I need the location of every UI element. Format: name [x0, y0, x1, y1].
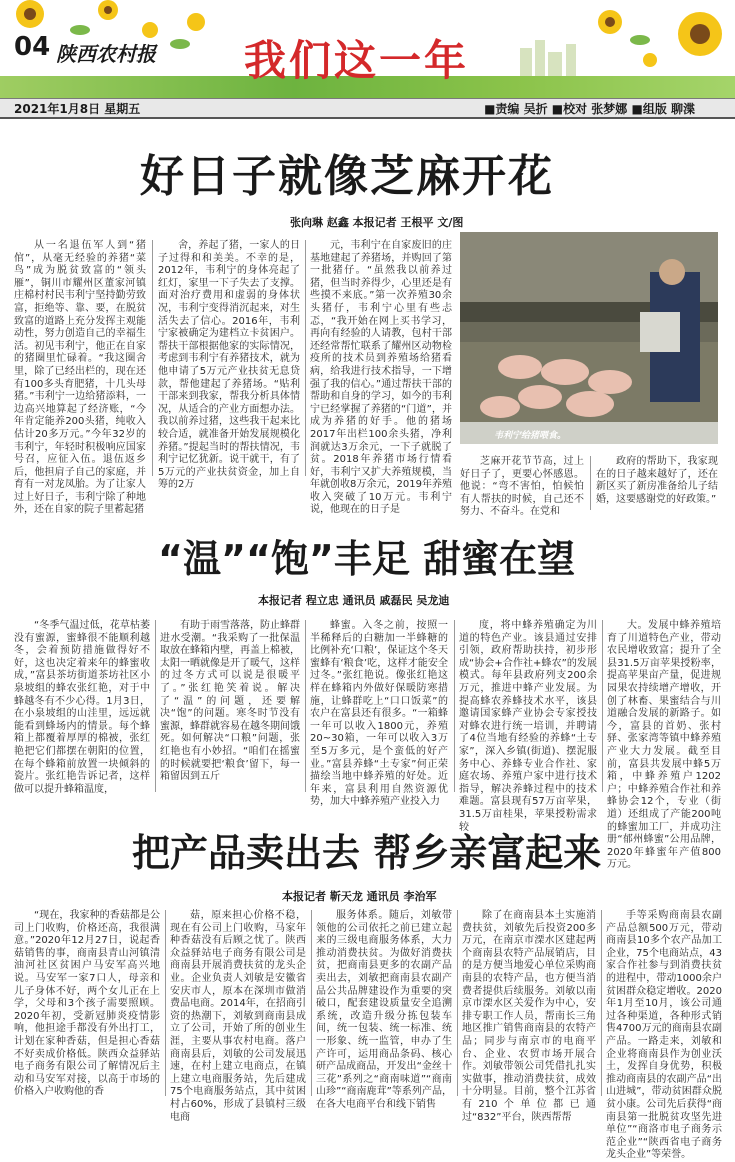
- article1-column-1: [14, 240, 146, 516]
- article1-column-3: [310, 240, 452, 516]
- column-divider: [155, 620, 156, 792]
- masthead-banner: [0, 0, 735, 118]
- newspaper-name: 陕西农村报: [56, 42, 156, 66]
- column-divider: [454, 620, 455, 792]
- paragraph: 除了在商南县本土实施消费扶贫，刘敏先后投资200多万元，在南京市溧水区建起两个商南县农特产品展销店，目的是方便当地爱心单位采购商南县的农特产品，也方便当消费者提供后续服务。刘敏以南京市溧水区关爱作为中心，安排专职工作人员，帮南长三角地区推广销售商南县的农特产品；同步与南京市的电商平台、企业、农贸市场开展合作。刘敏带领公司凭借扎扎实实做事，推动消费扶贫，成效十分明显。目前，整个江苏省有210个单位都已通过“832”平台，陕西帮帮: [462, 910, 596, 1123]
- article1-column-5: [596, 456, 718, 510]
- farmer-feeding-pigs-image: [460, 232, 718, 444]
- article3-column-2: [170, 910, 306, 1123]
- article2-column-2: [160, 620, 300, 792]
- issue-date: 2021年1月8日 星期五: [14, 102, 141, 116]
- article1-column-2: [158, 240, 300, 491]
- column-divider: [601, 910, 602, 1096]
- paragraph: 有助于雨雪落落，防止蜂群进水受潮。“我采购了一批保温取放在蜂箱内壁，再盖上棉被，太阳一晒就像是开了暖气，这样的过冬方式可以说是很暖平了。”张红艳笑着说。解决了“温”的问题，还要解决“饱”的问题。寒冬时节没有蜜源，蜂群就容易在越冬期间饿死。如何解决“口粮”问题，张红艳也有小妙招。“咱们在摇蜜的时候就要把‘粮食’留下，每一箱留因到五斤: [160, 620, 300, 783]
- paragraph: 舍，养起了猪，一家人的日子过得和和美美。不幸的是，2012年，韦利宁的身体亮起了红灯，家里一下子失去了支撑。面对治疗费用和虚弱的身体状况，韦利宁变得消沉起来，对生活失去了信心。2016年，韦利宁家被确定为建档立卡贫困户。帮扶干部根据他家的实际情况，考虑到韦利宁有养猪技术，就为他申请了5万元产业扶贫无息贷款，帮他建起了养猪场。“贴利干部来到我家，帮我分析具体情况，从适合的产业方面想办法。我以前养过猪，这些我干起来比较合适，就准备开始发展规模化养猪。”提起当时的帮扶情况，韦利宁记忆犹新。说干就干，有了5万元的产业扶贫资金，加上自筹的2万: [158, 240, 300, 491]
- photo-caption: 韦利宁给猪喂食。: [494, 431, 567, 441]
- paragraph: 手等采购商南县农副产品总额500万元，带动商南县10多个农产品加工企业，75个电商站点，43家合作社参与到消费扶贫的进程中，带动1000余户贫困群众稳定增收。2020年1月至10月，该公司通过各种渠道，各种形式销售4700万元的商南县农副产品。一路走来，刘敏和企业将商南县作为创业沃土，发挥自身优势，积极推动商南县的农副产品“出山进城”，带动贫困群众脱贫小康。公司先后获得“商南县第一批脱贫攻坚先进单位”“商洛市电子商务示范企业”“陕西省电子商务龙头企业”等荣誉。: [606, 910, 722, 1161]
- paragraph: 芝麻开花节节高，过上好日子了，更要心怀感恩。他说：“弯不害怕，怕候怕有人帮扶的时候，自己还不努力、不奋斗。在党和: [460, 456, 584, 518]
- article1-headline: 好日子就像芝麻开花: [140, 151, 554, 202]
- article3-column-1: [14, 910, 160, 1096]
- article2-headline: “温”“饱”丰足 甜蜜在望: [158, 537, 576, 581]
- paragraph: 菇，原来担心价格不稳，现在有公司上门收购，马家年种香菇没有后顾之忧了。陕西众益驿站电子商务有限公司是商南县开展消费扶贫的龙头企业。企业负责人刘敏是安徽省安庆市人，原本在深圳市做消费品电商。2014年，在招商引资的热潮下，刘敏到商南县成立了公司，开始了所的创业生涯，主要从事农村电商。落户商南县后，刘敏的公司发展迅速，在村上建立电商点，在镇上建立电商服务站，先后建成75个电商服务站点，其中贫困村占60%，形成了县镇村三级电商: [170, 910, 306, 1123]
- column-divider: [602, 620, 603, 792]
- paragraph: 大。发展中蜂养殖培育了川道特色产业，带动农民增收致富；提升了全县31.5万亩苹果授粉率，提高苹果亩产量，促进规园果农持续增产增收，开创了林畜、果蜜结合与川道融合发展的新路子。如今，富县的首奶、张村驿、张家湾等镇中蜂养殖产业大力发展。截至目前，富县共发展中蜂5万箱，中蜂养殖户1202户；中蜂养殖合作社和养蜂协会12个，专业（街道）还组成了产能200吨的蜂蜜加工厂，并成功注册“郁州蜂蜜”公用品牌，2020年蜂蜜年产值800万元。: [607, 620, 721, 871]
- article2-column-1: [14, 620, 150, 795]
- column-divider: [590, 456, 591, 510]
- dateline-bar: [0, 98, 735, 119]
- paragraph: 服务体系。随后，刘敏带领他的公司依托之前已建立起来的三级电商服务体系，大力推动消费扶贫。为做好消费扶贫，把商南县更多的农副产品卖出去，刘敏把商南县农副产品公共品牌建设作为重要的突破口，配套建设质量安全追溯系统，改造升级分拣包装车间，统一包装、统一标准、统一形象、统一监管，申办了生产许可，运用商品条码、核心研产品成商品，开发出“金丝十三花”系列之“商南味道”“商南山珍”“商南鹿茸”等系列产品，在各大电商平台和线下销售: [316, 910, 452, 1110]
- article2-byline: 本报记者 程立忠 通讯员 戚磊民 吴龙迪: [258, 594, 450, 607]
- paragraph: 蜂蜜。入冬之前，按照一半稀释后的白糖加一半蜂糖的比例补充‘口粮’，保证这个冬天蜜蜂有‘粮食’吃，这样才能安全过冬。”张红艳说。像张红艳这样在蜂箱内外做好保暖防寒措施，让蜂群吃上“口口饭菜”的农户在富县还有很多。“一箱蜂一年可以收入1800元，养殖20~30箱，一年可以收入3万至5万多元，是个蛮低的好产业。”富县养蜂“土专家”何正荣描绘当地中蜂养殖的好处。近年来，富县利用自然资源优势，加大中蜂养殖产业投入力: [310, 620, 448, 808]
- article3-column-3: [316, 910, 452, 1110]
- article2-column-3: [310, 620, 448, 808]
- article3-column-4: [462, 910, 596, 1123]
- article1-column-4: [460, 456, 584, 518]
- column-title: 我们这一年: [244, 36, 470, 85]
- paragraph: 政府的帮助下，我家现在的日子越来越好了，还在新区买了新房准备给儿子结婚，这要感谢党的好政策。”: [596, 456, 718, 505]
- paragraph: 元，韦利宁在自家废旧的庄基地建起了养猪场，并购回了第一批猪仔。“虽然我以前养过猪，但当时养得少，心里还是有些摸不来底。”第一次养殖30余头猪仔，韦利宁心里有些忐忑，“我开始在网上买书学习，再向有经验的人请教，包村干部还经常帮忙联系了耀州区动物检疫所的技术员到养殖场给猪看病，给我进行技术指导，一下增强了我的信心。”通过帮扶干部的帮助和自身的学习，如今的韦利宁已经掌握了养猪的“门道”，并成为养猪的好手。他的猪场2017年出栏100余头猪，净利润就达3万余元，一下子就脱了贫。2018年养猪市场行情看好，韦利宁又扩大养殖规模，当年就创收8万余元，2019年养殖收入突破了10万元。韦利宁说，他现在的日子是: [310, 240, 452, 516]
- article1-byline: 张向琳 赵鑫 本报记者 王根平 文/图: [290, 216, 464, 229]
- page-number: 04: [14, 32, 51, 62]
- paragraph: 从一名退伍军人到“猪倌”，从毫无经验的养猪“菜鸟”成为脱贫致富的“领头雁”，铜川市耀州区董家河镇庄棉村村民韦利宁坚持勤劳致富，拒绝等、靠、要，在脱贫致富的道路上充分发挥主观能动性，努力创造自己的幸福生活。初见韦利宁，他正在自家的猪圈里忙碌着。“我这圈舍里，除了已经出栏的，现在还有100多头育肥猪，十几头母猪。”韦利宁一边给猪添料，一边高兴地算起了经济账，“今年肯定能养200头猪，纯收入估计20多万元。”今年32岁的韦利宁，年轻时积极响应国家号召，应征入伍。退伍返乡后，他担肩子自己的家庭，并育有一对龙凤胎。为了让家人过上好日子，韦利宁除了种地外，还在自家的院子里蓄起猪: [14, 240, 146, 516]
- article3-column-5: [606, 910, 722, 1161]
- column-divider: [165, 910, 166, 1096]
- article3-headline: 把产品卖出去 帮乡亲富起来: [132, 831, 602, 875]
- column-divider: [152, 240, 153, 476]
- column-divider: [305, 240, 306, 476]
- column-divider: [311, 910, 312, 1096]
- article3-byline: 本报记者 靳天龙 通讯员 李治军: [282, 890, 437, 903]
- column-divider: [305, 620, 306, 792]
- editor-credits: ■责编 吴折 ■校对 张梦娜 ■组版 聊渫: [484, 102, 695, 116]
- paragraph: “冬季气温过低，花草枯萎没有蜜源，蜜蜂很不能顺利越冬，会着预防措施做得好不好，这也决定着来年的蜂蜜收成，”富县茶坊街道茶坊社区小泉坡组的蜂农张红艳，对于中蜂越冬有不少心得。1月3日，在小泉坡组的山洼里，远远就能看到蜂场内的情景。每个蜂箱上都覆着厚厚的棉被，张红艳把它们都摆在朝阳的位置，在每个蜂箱前放置一块倾斜的瓷片。张红艳告诉记者，这样做可以提升蜂箱温度，: [14, 620, 150, 795]
- pig-farm-photo: [460, 232, 718, 444]
- paragraph: 度，将中蜂养殖确定为川道的特色产业。该县通过安排引领，政府帮助扶持，初步形成“协会+合作社+蜂农”的发展模式。每年县政府列支200余万元，推进中蜂产业发展。为提高蜂农养蜂技术水平，该县邀请国家蜂产业协会专家授技对蜂农进行统一培训，并聘请了4位当地有经验的养蜂“土专家”，深入乡镇(街道)、摆泥服务中心、养蜂专业合作社、家庭农场、养殖户家中进行技术指导，解决养蜂过程中的技术难题。富县现有57万亩苹果，31.5万亩桂果，苹果授粉需求较: [459, 620, 597, 833]
- article2-column-5: [607, 620, 721, 871]
- column-divider: [457, 910, 458, 1096]
- article2-column-4: [459, 620, 597, 833]
- paragraph: “现在，我家种的香菇都是公司上门收购，价格还高，我很满意。”2020年12月27日，说起香菇销售的事，商南县青山河镇清油河社区贫困户马安军高兴地说。马安军一家7口人，母亲和儿子身体不好，两个女儿正在上学，父母和3个孩子需要照顾。2020年初，受新冠肺炎疫情影响，他担途手都没有外出打工，计划在家种香菇，但是担心香菇不好卖成价格低。陕西众益驿站电子商务有限公司了解情况后主动和马安军对接，以高于市场的价格入户收购他的香: [14, 910, 160, 1098]
